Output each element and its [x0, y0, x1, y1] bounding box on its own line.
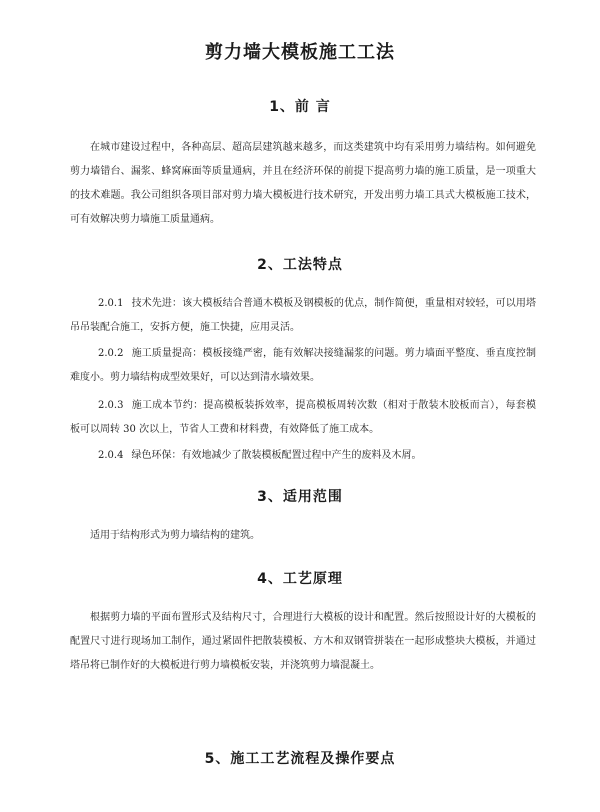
section-heading-preface: 1、前 言	[269, 99, 331, 115]
principle-paragraph: 根据剪力墙的平面布置形式及结构尺寸，合理进行大模板的设计和配置。然后按照设计好的大模板的配置尺寸进行现场加工制作，通过紧固件把散装模板、方木和双钢管拼装在一起形成整块大模板，并通过塔吊将已制作好的大模板进行剪力墙模板安装，并浇筑剪力墙混凝土。	[70, 612, 536, 671]
feature-item-number: 2.0.3	[98, 400, 124, 411]
feature-item-number: 2.0.1	[98, 298, 124, 309]
feature-item-text: 施工成本节约：提高模板装拆效率，提高模板周转次数（相对于散装木胶板而言），每套模板可以周转 30 次以上，节省人工费和材料费，有效降低了施工成本。	[70, 400, 536, 435]
preface-paragraph: 在城市建设过程中，各种高层、超高层建筑越来越多，而这类建筑中均有采用剪力墙结构。如何避免剪力墙错台、漏浆、蜂窝麻面等质量通病，并且在经济环保的前提下提高剪力墙的施工质量，是一项重大的技术难题。我公司组织各项目部对剪力墙大模板进行技术研究，开发出剪力墙工具式大模板施工技术，可有效解决剪力墙施工质量通病。	[70, 142, 536, 225]
section-heading-principle: 4、工艺原理	[257, 571, 343, 587]
feature-item-text: 绿色环保：有效地减少了散装模板配置过程中产生的废料及木屑。	[131, 450, 422, 461]
feature-item-text: 技术先进：该大模板结合普通木模板及钢模板的优点，制作简便，重量相对较轻，可以用塔吊吊装配合施工，安拆方便，施工快捷，应用灵活。	[70, 298, 536, 333]
feature-item	[70, 342, 536, 390]
feature-item	[70, 292, 536, 340]
section-heading-scope: 3、适用范围	[257, 489, 343, 505]
scope-paragraph: 适用于结构形式为剪力墙结构的建筑。	[90, 530, 260, 541]
feature-item-number: 2.0.4	[98, 450, 124, 461]
feature-item-number: 2.0.2	[98, 348, 124, 359]
document-title: 剪力墙大模板施工工法	[205, 42, 395, 63]
section-heading-process: 5、施工工艺流程及操作要点	[204, 751, 396, 767]
feature-item-text: 施工质量提高：模板接缝严密，能有效解决接缝漏浆的问题。剪力墙面平整度、垂直度控制难度小。剪力墙结构成型效果好，可以达到清水墙效果。	[70, 348, 536, 383]
feature-item	[70, 394, 536, 442]
section-heading-features: 2、工法特点	[257, 257, 343, 273]
feature-item	[70, 444, 536, 468]
